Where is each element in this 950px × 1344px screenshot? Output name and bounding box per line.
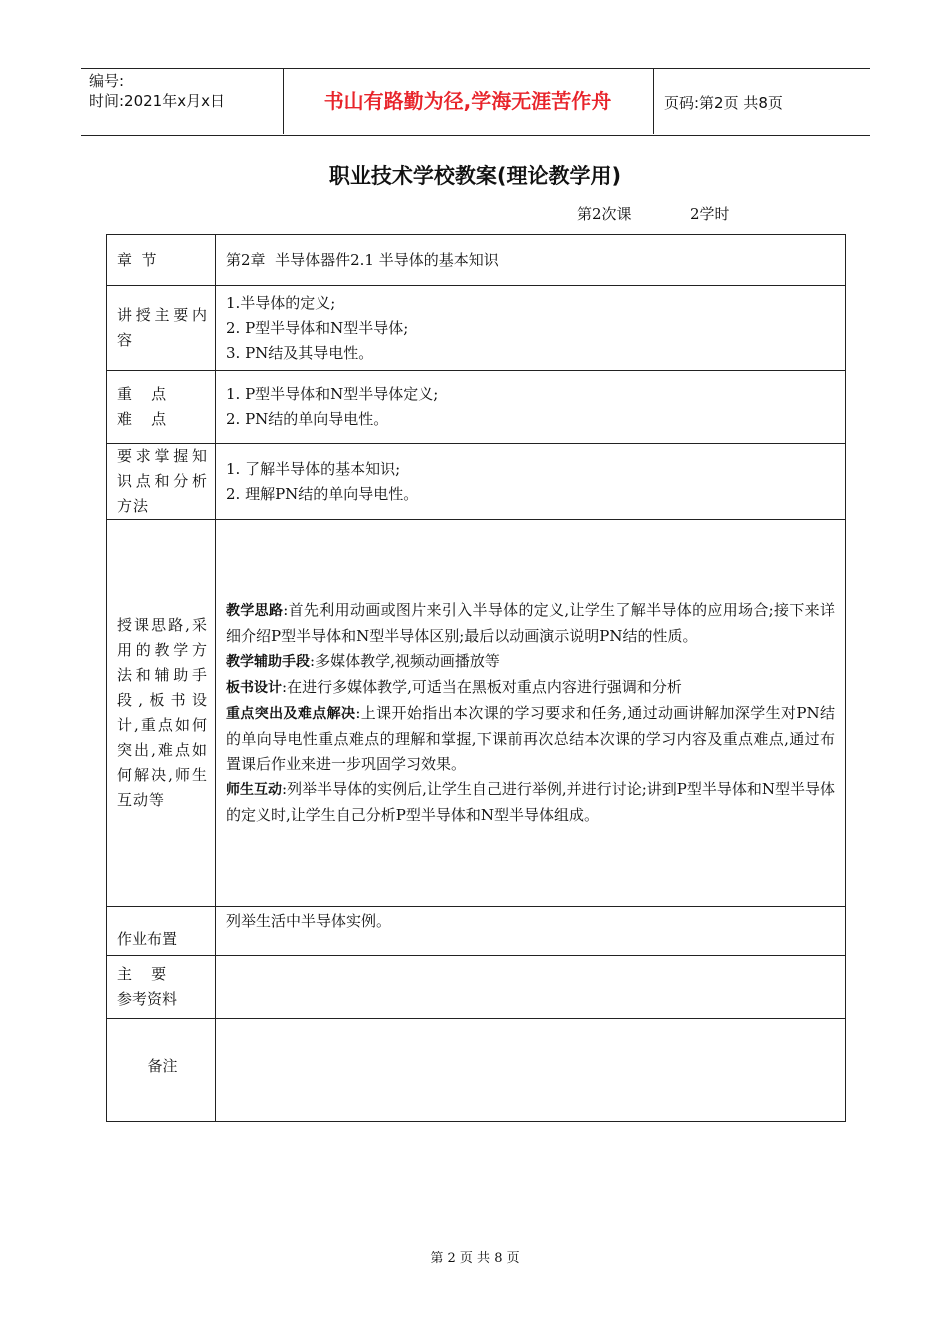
- teaching-paragraph: 师生互动:列举半导体的实例后,让学生自己进行举例,并进行讨论;讲到P型半导体和N型半导体的定义时,让学生自己分析P型半导体和N型半导体组成。: [226, 780, 836, 824]
- row-notes: [107, 1019, 846, 1122]
- lesson-plan-table: [106, 234, 846, 1122]
- teaching-paragraph: 重点突出及难点解决:上课开始指出本次课的学习要求和任务,通过动画讲解加深学生对PN结的单向导电性重点难点的理解和掌握,下课前再次总结本次课的学习内容及重点难点,通过布置课后作业来进一步巩固学习效果。: [226, 704, 836, 773]
- chapter-value: 第2章 半导体器件2.1 半导体的基本知识: [216, 235, 846, 286]
- main-content-item: 3. PN结及其导电性。: [226, 343, 374, 362]
- header-bottom-rule: [81, 135, 870, 136]
- number-label: 编号:: [89, 72, 125, 90]
- main-content-label: 讲授主要内容: [107, 286, 216, 371]
- references-label: 主 要 参考资料: [107, 956, 216, 1019]
- row-main-content: [107, 286, 846, 371]
- lesson-hours: 2学时: [690, 205, 730, 223]
- teaching-label: 授课思路,采用的教学方法和辅助手段,板书设计,重点如何突出,难点如何解决,师生互动等: [107, 520, 216, 907]
- header-meta: [89, 71, 225, 111]
- requirement-item: 1. 了解半导体的基本知识;: [226, 459, 401, 478]
- notes-value: [216, 1019, 846, 1122]
- row-references: [107, 956, 846, 1019]
- page-title: 职业技术学校教案(理论教学用): [328, 164, 622, 188]
- requirement-item: 2. 理解PN结的单向导电性。: [226, 484, 419, 503]
- lesson-number: 第2次课: [577, 205, 632, 223]
- key-points-value: [216, 371, 846, 444]
- row-chapter: [107, 235, 846, 286]
- row-requirements: [107, 444, 846, 520]
- time-label: 时间:2021年x月x日: [89, 92, 225, 110]
- requirements-label: 要求掌握知识点和分析方法: [107, 444, 216, 520]
- key-points-label: 重 点 难 点: [107, 371, 216, 444]
- row-teaching: [107, 520, 846, 907]
- row-key-points: [107, 371, 846, 444]
- homework-label: 作业布置: [107, 907, 216, 956]
- page-code: 页码:第2页 共8页: [664, 94, 783, 112]
- main-content-item: 1.半导体的定义;: [226, 293, 336, 312]
- key-point-item: 1. P型半导体和N型半导体定义;: [226, 385, 439, 403]
- teaching-paragraph: 板书设计:在进行多媒体教学,可适当在黑板对重点内容进行强调和分析: [226, 678, 682, 696]
- row-homework: [107, 907, 846, 956]
- references-value: [216, 956, 846, 1019]
- main-content-value: [216, 286, 846, 371]
- key-point-item: 2. PN结的单向导电性。: [226, 410, 389, 428]
- teaching-paragraph: 教学辅助手段:多媒体教学,视频动画播放等: [226, 652, 500, 670]
- teaching-value: [216, 520, 846, 907]
- notes-label: 备注: [107, 1019, 216, 1122]
- page-footer: 第 2 页 共 8 页: [430, 1251, 520, 1266]
- homework-value: 列举生活中半导体实例。: [216, 907, 846, 956]
- motto: 书山有路勤为径,学海无涯苦作舟: [323, 89, 612, 113]
- main-content-item: 2. P型半导体和N型半导体;: [226, 318, 409, 337]
- chapter-label: 章 节: [107, 235, 216, 286]
- teaching-paragraph: 教学思路:首先利用动画或图片来引入半导体的定义,让学生了解半导体的应用场合;接下来详细介绍P型半导体和N型半导体区别;最后以动画演示说明PN结的性质。: [226, 601, 835, 645]
- requirements-value: [216, 444, 846, 520]
